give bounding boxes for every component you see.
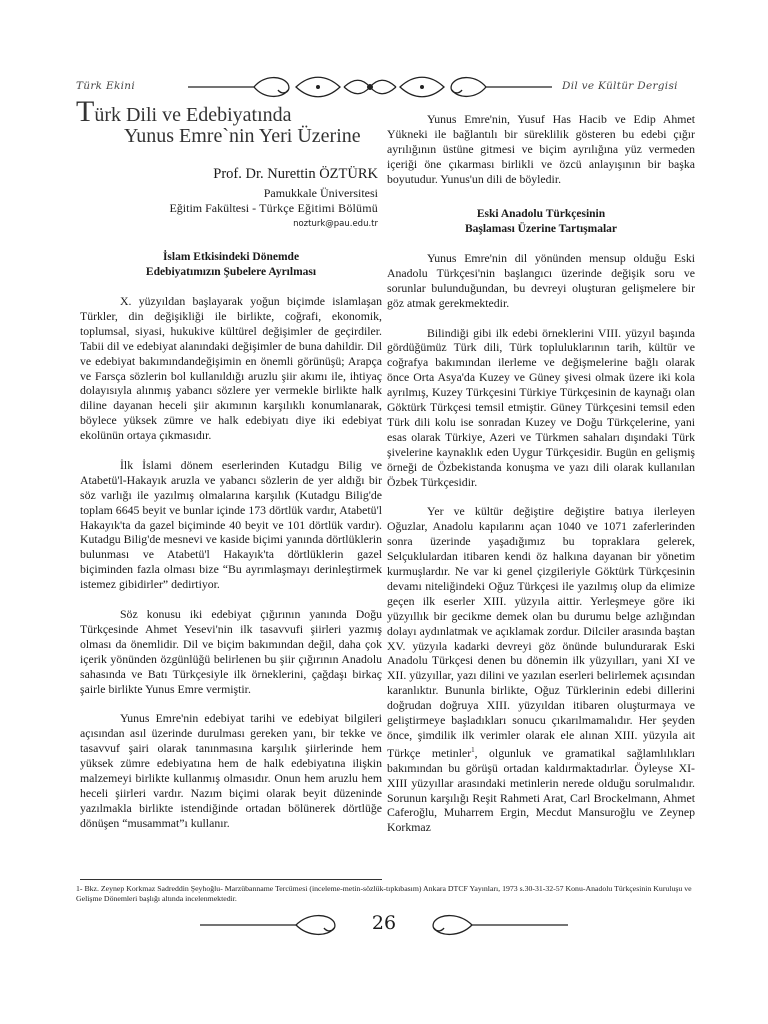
footnote-divider bbox=[80, 879, 382, 880]
paragraph: Bilindiği gibi ilk edebi örneklerini VIII. yüzyıl başında gördüğümüz Türk dili, Türk topluluklarının tarih, kültür ve coğrafya bakımından ilerleme ve değişmelerine bağlı olarak önce Orta Asya'da Kuzey ve Güney şivesi olmak üzere iki kola ayrılmış, Kuzey Türkçesini Türkiye Türkçesinin de kaynağı olan Göktürk Türkçesi temsil etmiştir. Güney Türkçesini temsil eden Türk dili kolu ise sonradan Kuzey ve Doğu Türkçelerine, yani esas olarak Türkiye, Azeri ve Türkmen sahaları dışındaki Türk şivelerine kaynaklık eden Uygur Türkçesidir. Bugün en gelişmiş örneği de Özbekistanda konuşma ve yazı dili olarak kullanılan Özbek Türkçesidir. bbox=[387, 325, 695, 489]
footnote: 1- Bkz. Zeynep Korkmaz Sadreddin Şeyhoğlu- Marzübanname Tercümesi (inceleme-metin-sözlük-tıpkıbasım) Ankara DTCF Yayınları, 1973 s.30-31-32-57 Konu-Anadolu Türkçesinin Kuruluşu ve Gelişme Dönemleri başlığı altında incelenmektedir. bbox=[76, 884, 692, 903]
section-heading-right-line2: Başlaması Üzerine Tartışmalar bbox=[464, 223, 618, 235]
article-title-line2: Yunus Emre`nin Yeri Üzerine bbox=[124, 125, 361, 147]
section-heading-right bbox=[387, 207, 695, 237]
paragraph bbox=[387, 504, 695, 835]
footnote-marker[interactable]: 1 bbox=[471, 745, 475, 754]
right-column-body bbox=[387, 251, 695, 850]
author-affiliation bbox=[150, 186, 378, 216]
running-header-right: Dil ve Kültür Dergisi bbox=[562, 80, 678, 92]
title-line1-text: ürk Dili ve Edebiyatında bbox=[94, 104, 292, 126]
article-title-line1 bbox=[76, 95, 376, 128]
paragraph: X. yüzyıldan başlayarak yoğun biçimde islamlaşan Türkler, din değişikliği ile birlikte, coğrafi, ekonomik, toplumsal, siyasi, hukukive kültürel değişimler de geçirdiler. Tabii dil ve edebiyat alanındaki değişimler de buna dahildir. Dil ve edebiyat bakımındandeğişimin en önemli görünüşü; Arapça ve Farsça sözlerin bol kullanıldığı aruzlu şiir akımı ile, ihtiyaç dolayısıyla alınmış yabancı sözlere yer vermekle birlikte halk diline dayanan heceli şiir akımının karşılıklı konumlanarak, böylece yüksek zümre ve halk edebiyatı diye iki edebiyat ekolünün ortaya çıkmasıdır. bbox=[80, 294, 382, 443]
paragraph-text: Yer ve kültür değiştire değiştire batıya ilerleyen Oğuzlar, Anadolu kapılarını açan 1040 ve 1071 zaferlerinden sonra üzerinde yaşadığımız bu topraklara gelerek, Selçuklulardan itibaren kendi öz halkına dayanan bir yönetim kurmuşlardır. Ne var ki genel çizgileriyle Göktürk Türkçesinin devamı niteliğindeki Oğuz Türkçesi ile yazılmış olup da elimize geçen ilk eserler XIII. yüzyıla aittir. Yerleşmeye göre iki yüzyıllık bir gecikme demek olan bu durumu belge azlığından dolayı aydınlatmak ve açıklamak zordur. Dilciler arasında baştan XV. yüzyıla kadarki devreyi göz önünde bulundurarak Eski Anadolu Türkçesi denen bu dönemin ilk yüzyılları, yani XI ve XII. yüzyıllar, yazı dilini ve yazılan eserleri belirlemek açısından karanlıktır. Bununla birlikte, Oğuz Türklerinin edebi dillerini doğrudan doğruya XIII. yüzyıldan itibaren oluşturmaya ve geliştirmeye başladıkları sonucu çıkarılmamalıdır. Her şeyden önce, şimdilik ilk verimler olarak ele alınan XIII. yüzyıla ait Türkçe metinler bbox=[387, 504, 695, 760]
section-heading-left-line2: Edebiyatımızın Şubelere Ayrılması bbox=[145, 266, 317, 278]
section-heading-left bbox=[80, 250, 382, 280]
paragraph: Söz konusu iki edebiyat çığırının yanında Doğu Türkçesinde Ahmet Yesevi'nin ilk tasavvufi şiirleri yazmış olması da önemlidir. Dil ve biçim bakımından değil, daha çok içerik yönünden özgünlüğü belirlenen bu şiir çığırının Anadolu sahasında ve Batı Türkçesiyle ilk örneklerini, çağdaşı birkaç şairle birlikte Yunus Emre vermiştir. bbox=[80, 607, 382, 696]
paragraph: Yunus Emre'nin, Yusuf Has Hacib ve Edip Ahmet Yükneki ile bağlantılı bir süreklilik gösteren bu edebi çığır ayrılığının üstüne gitmesi ve biçim ayrılığına yüz vermeden içeriği öne çıkarması birlikli ve özcü anlayışının bir başka boyutudur. Yunus'un dili de böyledir. bbox=[387, 112, 695, 186]
title-initial: T bbox=[76, 95, 95, 128]
right-column-intro bbox=[387, 112, 695, 201]
page-number: 26 bbox=[371, 912, 397, 934]
author-email[interactable]: nozturk@pau.edu.tr bbox=[293, 219, 378, 229]
paragraph: Yunus Emre'nin dil yönünden mensup olduğu Eski Anadolu Türkçesi'nin başlangıcı üzerinde değişik soru ve sorunlar bulunduğundan, bu devreyi oluşturan gelişmelere bir göz atmak gerekmektedir. bbox=[387, 251, 695, 310]
header-ornament-icon bbox=[184, 70, 556, 104]
affiliation-faculty-name: Eğitim Fakültesi - bbox=[169, 201, 260, 215]
author-name: Prof. Dr. Nurettin ÖZTÜRK bbox=[213, 166, 378, 182]
affiliation-department: Türkçe Eğitimi Bölümü bbox=[259, 201, 378, 215]
running-header-left: Türk Ekini bbox=[76, 80, 135, 92]
section-heading-right-line1: Eski Anadolu Türkçesinin bbox=[476, 208, 606, 220]
paragraph: İlk İslami dönem eserlerinden Kutadgu Bilig ve Atabetü'l-Hakayık aruzla ve yabancı sözlerin de yer aldığı bir söz varlığı ile yazılmış olmalarına karşılık (Kutadgu Bilig'de toplam 6645 beyit ve bunlar içinde 173 dörtlük vardır, Atabetü'l Hakayık'ta da gazel biçiminde 40 beyit ve 101 dörtlük vardır). Kutadgu Bilig'de mesnevi ve kaside biçimi yanında dörtlüklerin bulunması ve Atabetü'l Hakayık'ta dörtlüklerin gazel biçiminden fazla olması bize “Bu ayrımlaşmayı derinleştirmek istemez gibidirler” dedirtiyor. bbox=[80, 457, 382, 592]
affiliation-university: Pamukkale Üniversitesi bbox=[263, 186, 378, 200]
paragraph: Yunus Emre'nin edebiyat tarihi ve edebiyat bilgileri açısından asıl üzerinde durulması gereken yanı, bir tekke ve tasavvuf şairi olarak tanınmasına karşılık şiirlerinde hem yüksek zümre edebiyatına hem de halk edebiyatına ilişkin malzemeyi birlikte kullanmış olmasıdır. Onun hem aruzlu hem heceli şiirleri vardır. Nazım biçimi olarak beyit düzeninde yazılmakla birlikte istendiğinde ortadan bölünerek dörtlüğe dönüşen “musammat”ı kullanır. bbox=[80, 711, 382, 830]
section-heading-left-line1: İslam Etkisindeki Dönemde bbox=[162, 251, 300, 263]
left-column-body bbox=[80, 294, 382, 845]
affiliation-faculty bbox=[150, 201, 378, 216]
paragraph-text: , olgunluk ve gramatikal sağlamlılıkları bakımından bu görüşü ortadan kaldırmaktadırlar. Öyleyse XI-XIII yüzyıllar arasındaki metinlerin nerede olduğu sorulmalıdır. Sorunun karşılığı Reşit Rahmeti Arat, Carl Brockelmann, Ahmet Caferoğlu, Muharrem Ergin, Mecdut Mansuroğlu ve Zeynep Korkmaz bbox=[387, 745, 695, 835]
